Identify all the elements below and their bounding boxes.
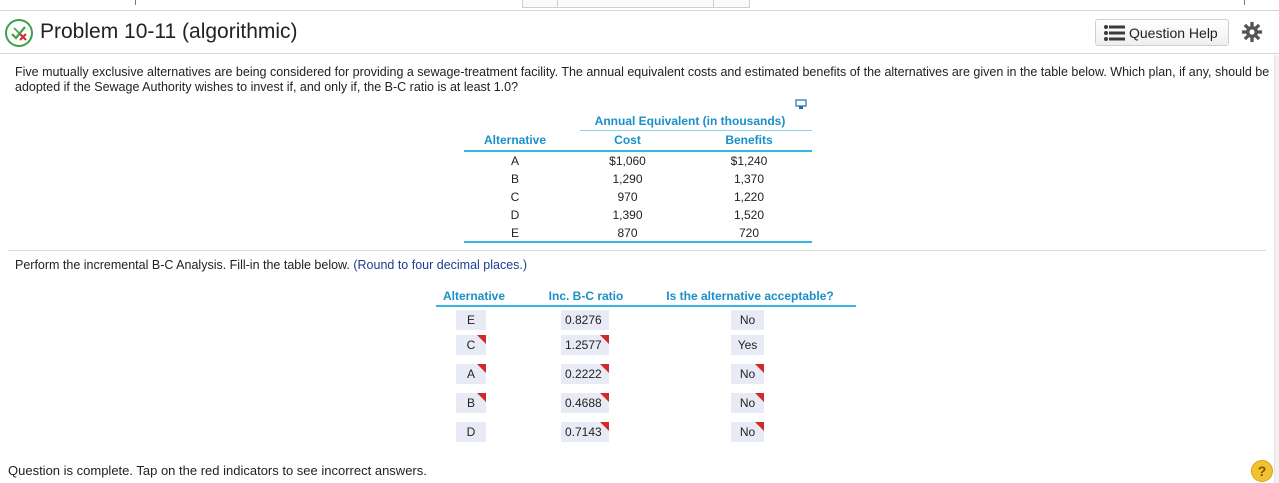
cell-value: A: [466, 367, 475, 381]
incorrect-flag-icon[interactable]: [600, 393, 609, 402]
cell-value: No: [739, 425, 756, 439]
alternative-select[interactable]: D: [456, 422, 486, 442]
cell-value: No: [739, 367, 756, 381]
rounding-note: (Round to four decimal places.): [353, 258, 528, 272]
partially-correct-icon: [5, 19, 33, 47]
col-header-acceptable: Is the alternative acceptable?: [666, 289, 834, 303]
ratio-input[interactable]: [561, 422, 609, 442]
table-rule: [580, 130, 812, 131]
question-help-button[interactable]: [1095, 19, 1229, 46]
table-cell: 1,390: [612, 208, 643, 222]
tick-mark: [135, 0, 136, 5]
ratio-input[interactable]: 0.8276: [561, 310, 609, 330]
cell-value: B: [466, 396, 475, 410]
page-title: Problem 10-11 (algorithmic): [40, 20, 298, 43]
acceptable-select[interactable]: Yes: [731, 335, 764, 355]
cell-value: 0.2222: [565, 367, 602, 381]
help-symbol: ?: [1257, 463, 1267, 479]
help-icon[interactable]: [1251, 460, 1273, 482]
ratio-input[interactable]: [561, 335, 609, 355]
section-divider: [8, 250, 1266, 251]
acceptable-select[interactable]: [731, 422, 764, 442]
cell-value: C: [466, 338, 476, 352]
incorrect-flag-icon[interactable]: [477, 393, 486, 402]
problem-statement: Five mutually exclusive alternatives are being considered for providing a sewage-treatment facility. The annual equivalent costs and estimated benefits of the alternatives are given in the table below. Which plan, if any, should be adopted if the Sewage Authority wishes to invest if, and only if, the B-C ratio is at least 1.0?: [15, 65, 1270, 94]
col-header-alternative: Alternative: [483, 133, 547, 147]
top-strip: [0, 0, 1279, 11]
cell-value: 1.2577: [565, 338, 602, 352]
alternative-select[interactable]: E: [456, 310, 486, 330]
col-header-cost: Cost: [614, 133, 641, 147]
table-cell: 1,520: [733, 208, 765, 222]
instruction-text: [15, 258, 527, 272]
scrollbar[interactable]: [1274, 55, 1279, 483]
instruction-main: Perform the incremental B-C Analysis. Fill-in the table below.: [15, 258, 350, 272]
table-cell: 1,370: [733, 172, 765, 186]
top-tab-right[interactable]: [713, 0, 750, 8]
col-header-inc-bc-ratio: Inc. B-C ratio: [548, 289, 624, 303]
completion-message: Question is complete. Tap on the red indicators to see incorrect answers.: [8, 463, 427, 478]
table-cell: D: [510, 208, 520, 222]
table-cell: $1,240: [730, 154, 768, 168]
tick-mark: [1244, 0, 1245, 5]
table-cell: 970: [617, 190, 638, 204]
incorrect-flag-icon[interactable]: [600, 422, 609, 431]
table-cell: 720: [738, 226, 760, 240]
table-cell: $1,060: [609, 154, 646, 168]
col-header-benefits: Benefits: [725, 133, 773, 147]
table-cell: A: [510, 154, 519, 168]
list-icon: [1104, 25, 1126, 41]
incorrect-flag-icon[interactable]: [477, 364, 486, 373]
incorrect-flag-icon[interactable]: [755, 364, 764, 373]
table-cell: 870: [617, 226, 638, 240]
acceptable-select[interactable]: [731, 364, 764, 384]
incorrect-flag-icon[interactable]: [477, 335, 486, 344]
table-cell: 1,290: [612, 172, 643, 186]
table-rule: [464, 150, 812, 152]
table-cell: C: [510, 190, 520, 204]
ratio-input[interactable]: [561, 393, 609, 413]
question-header: [0, 12, 1279, 54]
table-cell: 1,220: [733, 190, 765, 204]
alternative-select[interactable]: [456, 335, 486, 355]
table-cell: B: [510, 172, 519, 186]
print-table-icon[interactable]: [795, 98, 807, 110]
cell-value: 0.4688: [565, 396, 602, 410]
incorrect-flag-icon[interactable]: [600, 364, 609, 373]
table-cell: E: [510, 226, 519, 240]
alternative-select[interactable]: [456, 393, 486, 413]
acceptable-select[interactable]: [731, 393, 764, 413]
incorrect-flag-icon[interactable]: [755, 393, 764, 402]
incorrect-flag-icon[interactable]: [755, 422, 764, 431]
top-tab-middle[interactable]: [557, 0, 714, 8]
acceptable-select[interactable]: No: [731, 310, 764, 330]
ratio-input[interactable]: [561, 364, 609, 384]
top-tab-left[interactable]: [522, 0, 558, 8]
row-separator: [436, 333, 856, 334]
cell-value: 0.7143: [565, 425, 602, 439]
col-header-alternative: Alternative: [442, 289, 506, 303]
gear-icon[interactable]: [1241, 21, 1263, 43]
table-rule: [464, 241, 812, 243]
question-help-label: Question Help: [1129, 25, 1218, 41]
incorrect-flag-icon[interactable]: [600, 335, 609, 344]
table-group-header: Annual Equivalent (in thousands): [594, 114, 786, 128]
table-rule: [436, 305, 856, 307]
cell-value: No: [739, 396, 756, 410]
alternative-select[interactable]: [456, 364, 486, 384]
